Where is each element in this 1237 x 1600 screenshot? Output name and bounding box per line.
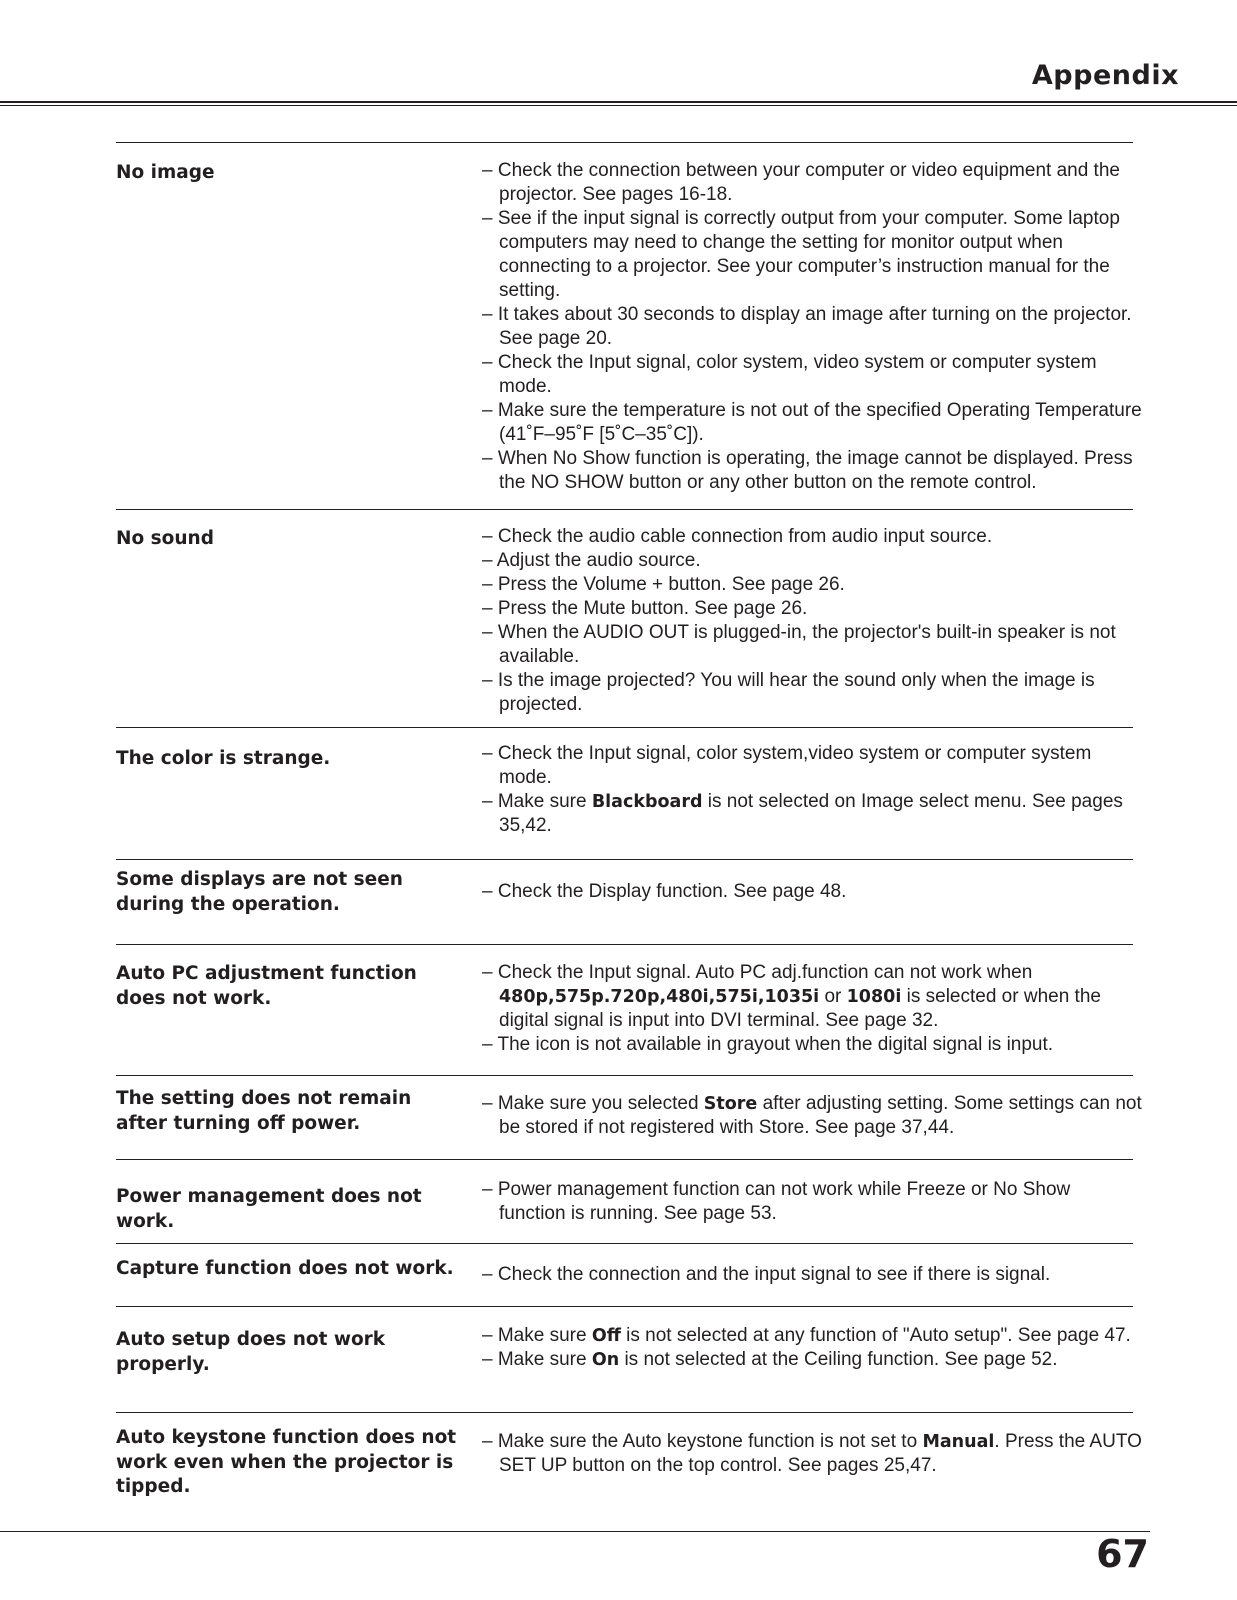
remedy-item: – Check the Input signal, color system, video system or computer system mode. (482, 352, 1097, 397)
remedy-item (482, 1324, 1142, 1348)
remedy-keyword: 1080i (846, 987, 902, 1007)
remedy-item: – Make sure the temperature is not out of the specified Operating Temperature (41˚F–95˚F [5˚C–35˚C]). (482, 400, 1142, 445)
remedy-text: – Make sure (482, 1325, 592, 1346)
remedy-keyword: On (591, 1350, 620, 1370)
remedy-keyword: Off (591, 1326, 621, 1346)
remedy-keyword: 480p,575p.720p,480i,575i,1035i (499, 987, 820, 1007)
remedy-item: – Press the Volume + button. See page 26. (482, 574, 845, 595)
remedy-item: – Check the Display function. See page 48. (482, 881, 847, 902)
problem-label: Some displays are not seen during the operation. (116, 869, 403, 915)
remedy-item (482, 1092, 1142, 1140)
remedy-list (482, 525, 1142, 717)
remedy-item: – Check the Input signal, color system,video system or computer system mode. (482, 743, 1092, 788)
remedy-item: – The icon is not available in grayout when the digital signal is input. (482, 1034, 1054, 1055)
remedy-item: – Check the connection and the input signal to see if there is signal. (482, 1264, 1051, 1285)
remedy-keyword: Store (703, 1094, 758, 1114)
page-title: Appendix (1031, 60, 1179, 91)
troubleshooting-row (116, 143, 1142, 510)
remedy-item: – Press the Mute button. See page 26. (482, 598, 808, 619)
troubleshooting-row (116, 728, 1133, 860)
problem-label: Auto PC adjustment function does not work. (116, 963, 417, 1009)
footer-rule (0, 1531, 1150, 1532)
remedy-list (482, 1430, 1142, 1478)
remedy-list (482, 159, 1142, 495)
remedy-list (482, 1324, 1142, 1372)
troubleshooting-row (116, 860, 1133, 945)
remedy-item: – Is the image projected? You will hear the sound only when the image is projected. (482, 670, 1095, 715)
remedy-text: – Make sure the Auto keystone function is not set to (482, 1431, 923, 1452)
troubleshooting-row (116, 1076, 1142, 1160)
remedy-text: is not selected at any function of "Auto setup". See page 47. (620, 1325, 1131, 1346)
remedy-keyword: Manual (922, 1432, 995, 1452)
remedy-text: after adjusting setting. Some settings can not be stored if not registered with Store. See page 37,44. (499, 1093, 1142, 1138)
remedy-item (482, 961, 1142, 1033)
problem-label: Capture function does not work. (116, 1258, 454, 1279)
problem-label: The setting does not remain after turning off power. (116, 1088, 412, 1134)
remedy-item: – When No Show function is operating, the image cannot be displayed. Press the NO SHOW button or any other button on the remote control. (482, 448, 1133, 493)
troubleshooting-row (116, 1307, 1133, 1413)
problem-label: No sound (116, 528, 214, 549)
remedy-list (482, 1178, 1142, 1226)
remedy-list (482, 1263, 1142, 1287)
troubleshooting-row (116, 1413, 1142, 1513)
remedy-text: or (819, 986, 847, 1007)
remedy-item: – It takes about 30 seconds to display an image after turning on the projector. See page 20. (482, 304, 1132, 349)
remedy-text: is not selected on Image select menu. See pages 35,42. (499, 791, 1123, 836)
problem-label: No image (116, 162, 215, 183)
remedy-item: – See if the input signal is correctly output from your computer. Some laptop computers may need to change the setting for monitor output when connecting to a projector. See your computer’s instruction manual for the setting. (482, 208, 1120, 301)
remedy-keyword: Blackboard (591, 792, 703, 812)
remedy-text: – Check the Input signal. Auto PC adj.function can not work when (482, 962, 1033, 983)
remedy-item (482, 1430, 1142, 1478)
remedy-text: . Press the AUTO SET UP button on the top control. See pages 25,47. (499, 1431, 1142, 1476)
problem-label: Auto setup does not work properly. (116, 1329, 386, 1375)
header-rule-thin (0, 105, 1237, 106)
remedy-item: – Check the connection between your computer or video equipment and the projector. See pages 16-18. (482, 160, 1120, 205)
remedy-text: – Make sure (482, 791, 592, 812)
troubleshooting-row (116, 510, 1133, 728)
remedy-text: – Make sure (482, 1349, 592, 1370)
remedy-list (482, 880, 1142, 904)
remedy-list (482, 1092, 1142, 1140)
remedy-item: – Adjust the audio source. (482, 550, 701, 571)
remedy-item: – Check the audio cable connection from audio input source. (482, 526, 993, 547)
remedy-list (482, 961, 1142, 1057)
problem-label: Auto keystone function does not work even when the projector is tipped. (116, 1427, 457, 1497)
remedy-item (482, 790, 1142, 838)
remedy-text: is not selected at the Ceiling function. See page 52. (619, 1349, 1058, 1370)
remedy-item (482, 1348, 1142, 1372)
troubleshooting-row (116, 1244, 1133, 1307)
header-rule (0, 101, 1237, 103)
remedy-text: is selected or when the digital signal is input into DVI terminal. See page 32. (499, 986, 1101, 1031)
remedy-text: – Make sure you selected (482, 1093, 704, 1114)
problem-label: The color is strange. (116, 748, 331, 769)
problem-label: Power management does not work. (116, 1186, 422, 1232)
remedy-item: – Power management function can not work while Freeze or No Show function is running. See page 53. (482, 1179, 1071, 1224)
page-number: 67 (1096, 1532, 1149, 1576)
troubleshooting-row (116, 1160, 1133, 1244)
remedy-item: – When the AUDIO OUT is plugged-in, the projector's built-in speaker is not available. (482, 622, 1116, 667)
remedy-list (482, 742, 1142, 838)
troubleshooting-row (116, 945, 1133, 1076)
